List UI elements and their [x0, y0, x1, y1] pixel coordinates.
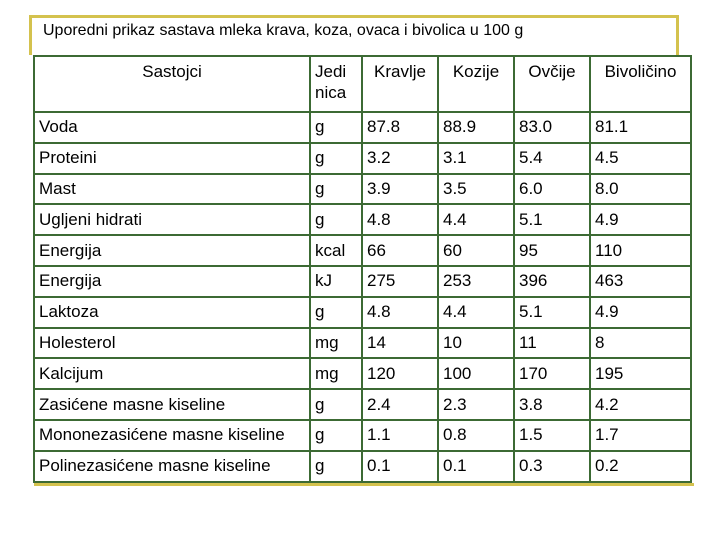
- cell-bivolicino: 8: [590, 328, 691, 359]
- cell-kozije: 2.3: [438, 389, 514, 420]
- table-row: [34, 358, 691, 389]
- frame-top-line: [29, 15, 678, 18]
- table-row: [34, 328, 691, 359]
- cell-ingredient: Energija: [34, 266, 310, 297]
- cell-kravlje: 4.8: [362, 297, 438, 328]
- cell-bivolicino: 195: [590, 358, 691, 389]
- frame-bottom-line: [34, 483, 694, 486]
- cell-kozije: 60: [438, 235, 514, 266]
- cell-kozije: 4.4: [438, 204, 514, 235]
- table-row: [34, 389, 691, 420]
- cell-unit: g: [310, 204, 362, 235]
- cell-kravlje: 275: [362, 266, 438, 297]
- cell-ingredient: Kalcijum: [34, 358, 310, 389]
- cell-kravlje: 14: [362, 328, 438, 359]
- frame-left-line: [29, 15, 32, 55]
- cell-unit: g: [310, 112, 362, 143]
- cell-bivolicino: 110: [590, 235, 691, 266]
- cell-unit: g: [310, 389, 362, 420]
- cell-unit: kJ: [310, 266, 362, 297]
- header-kravlje: Kravlje: [362, 56, 438, 112]
- cell-ovcije: 83.0: [514, 112, 590, 143]
- cell-kozije: 88.9: [438, 112, 514, 143]
- cell-ingredient: Holesterol: [34, 328, 310, 359]
- cell-bivolicino: 4.2: [590, 389, 691, 420]
- cell-kravlje: 120: [362, 358, 438, 389]
- table-row: [34, 235, 691, 266]
- table-row: [34, 266, 691, 297]
- cell-kozije: 100: [438, 358, 514, 389]
- cell-bivolicino: 463: [590, 266, 691, 297]
- cell-ingredient: Mast: [34, 174, 310, 205]
- cell-ingredient: Polinezasićene masne kiseline: [34, 451, 310, 482]
- cell-kozije: 3.1: [438, 143, 514, 174]
- cell-ingredient: Proteini: [34, 143, 310, 174]
- table-row: [34, 112, 691, 143]
- cell-bivolicino: 4.5: [590, 143, 691, 174]
- table-row: [34, 297, 691, 328]
- cell-ovcije: 6.0: [514, 174, 590, 205]
- cell-ingredient: Zasićene masne kiseline: [34, 389, 310, 420]
- cell-kravlje: 0.1: [362, 451, 438, 482]
- table-row: [34, 420, 691, 451]
- cell-unit: kcal: [310, 235, 362, 266]
- table-row: [34, 204, 691, 235]
- cell-ingredient: Ugljeni hidrati: [34, 204, 310, 235]
- cell-ovcije: 1.5: [514, 420, 590, 451]
- header-unit: Jedi nica: [310, 56, 362, 112]
- cell-kozije: 4.4: [438, 297, 514, 328]
- header-ovcije: Ovčije: [514, 56, 590, 112]
- table-row: [34, 143, 691, 174]
- cell-unit: mg: [310, 328, 362, 359]
- cell-bivolicino: 0.2: [590, 451, 691, 482]
- cell-ovcije: 5.4: [514, 143, 590, 174]
- cell-ingredient: Voda: [34, 112, 310, 143]
- cell-bivolicino: 8.0: [590, 174, 691, 205]
- cell-ingredient: Mononezasićene masne kiseline: [34, 420, 310, 451]
- cell-unit: g: [310, 143, 362, 174]
- cell-ovcije: 5.1: [514, 204, 590, 235]
- composition-table: [33, 55, 692, 483]
- cell-ovcije: 5.1: [514, 297, 590, 328]
- cell-bivolicino: 4.9: [590, 297, 691, 328]
- cell-kravlje: 1.1: [362, 420, 438, 451]
- cell-ovcije: 396: [514, 266, 590, 297]
- cell-kozije: 253: [438, 266, 514, 297]
- cell-kozije: 3.5: [438, 174, 514, 205]
- cell-unit: g: [310, 451, 362, 482]
- cell-unit: g: [310, 297, 362, 328]
- table-body: [34, 112, 691, 482]
- cell-kozije: 10: [438, 328, 514, 359]
- cell-kozije: 0.8: [438, 420, 514, 451]
- cell-ovcije: 0.3: [514, 451, 590, 482]
- cell-bivolicino: 1.7: [590, 420, 691, 451]
- header-row: [34, 56, 691, 112]
- cell-kravlje: 66: [362, 235, 438, 266]
- cell-ovcije: 11: [514, 328, 590, 359]
- header-bivolicino: Bivoličino: [590, 56, 691, 112]
- cell-bivolicino: 4.9: [590, 204, 691, 235]
- cell-bivolicino: 81.1: [590, 112, 691, 143]
- table-row: [34, 174, 691, 205]
- header-kozije: Kozije: [438, 56, 514, 112]
- cell-ingredient: Energija: [34, 235, 310, 266]
- cell-kravlje: 87.8: [362, 112, 438, 143]
- frame-right-line: [676, 15, 679, 55]
- cell-unit: g: [310, 420, 362, 451]
- cell-kravlje: 3.9: [362, 174, 438, 205]
- header-sastojci: Sastojci: [34, 56, 310, 112]
- cell-kravlje: 4.8: [362, 204, 438, 235]
- cell-unit: mg: [310, 358, 362, 389]
- cell-kozije: 0.1: [438, 451, 514, 482]
- cell-ovcije: 3.8: [514, 389, 590, 420]
- cell-ingredient: Laktoza: [34, 297, 310, 328]
- cell-ovcije: 95: [514, 235, 590, 266]
- table-row: [34, 451, 691, 482]
- cell-kravlje: 2.4: [362, 389, 438, 420]
- cell-unit: g: [310, 174, 362, 205]
- page-title: Uporedni prikaz sastava mleka krava, koza, ovaca i bivolica u 100 g: [43, 22, 524, 39]
- cell-kravlje: 3.2: [362, 143, 438, 174]
- cell-ovcije: 170: [514, 358, 590, 389]
